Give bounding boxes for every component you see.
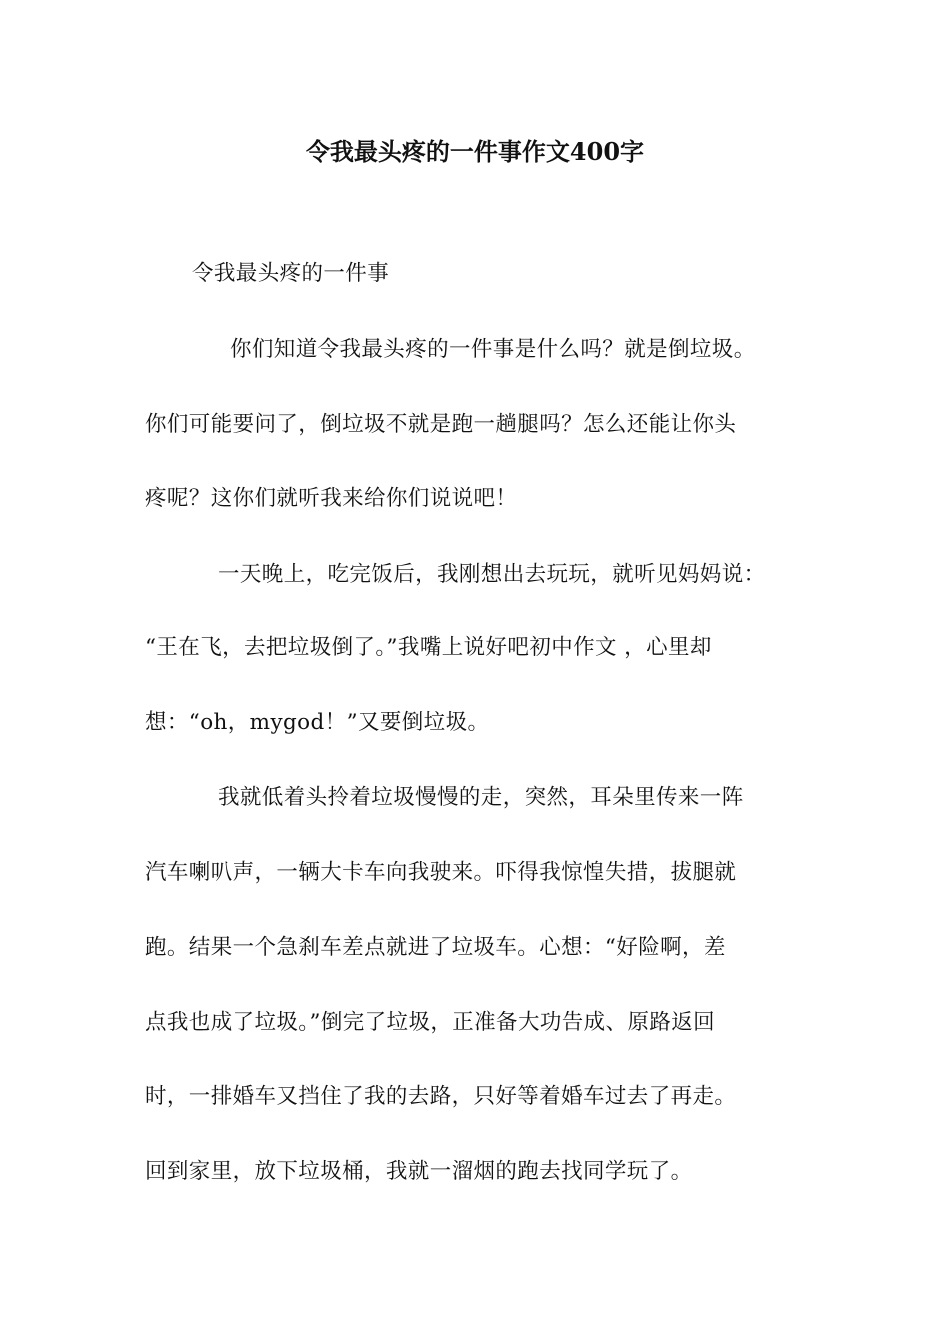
paragraph-line: “王在飞，去把垃圾倒了。”我嘴上说好吧初中作文 ，心里却 (145, 635, 712, 660)
paragraph-line: 想：“oh，mygod！”又要倒垃圾。 (145, 710, 490, 735)
paragraph-line: 你们知道令我最头疼的一件事是什么吗？就是倒垃圾。 (230, 337, 756, 362)
paragraph-line: 疼呢？这你们就听我来给你们说说吧！ (145, 486, 518, 511)
paragraph-line: 时，一排婚车又挡住了我的去路，只好等着婚车过去了再走。 (145, 1084, 737, 1109)
paragraph-line: 点我也成了垃圾。”倒完了垃圾，正准备大功告成、原路返回 (145, 1010, 716, 1035)
document-title: 令我最头疼的一件事作文400字 (305, 137, 645, 166)
paragraph-line: 汽车喇叭声，一辆大卡车向我驶来。吓得我惊惶失措，拔腿就 (145, 860, 737, 885)
paragraph-line: 回到家里，放下垃圾桶，我就一溜烟的跑去找同学玩了。 (145, 1159, 693, 1184)
essay-subtitle: 令我最头疼的一件事 (192, 261, 390, 286)
paragraph-line: 你们可能要问了，倒垃圾不就是跑一趟腿吗？怎么还能让你头 (145, 412, 737, 437)
paragraph-line: 我就低着头拎着垃圾慢慢的走，突然，耳朵里传来一阵 (218, 785, 744, 810)
paragraph-line: 一天晚上，吃完饭后，我刚想出去玩玩，就听见妈妈说： (218, 562, 766, 587)
paragraph-line: 跑。结果一个急刹车差点就进了垃圾车。心想：“好险啊，差 (145, 935, 726, 960)
